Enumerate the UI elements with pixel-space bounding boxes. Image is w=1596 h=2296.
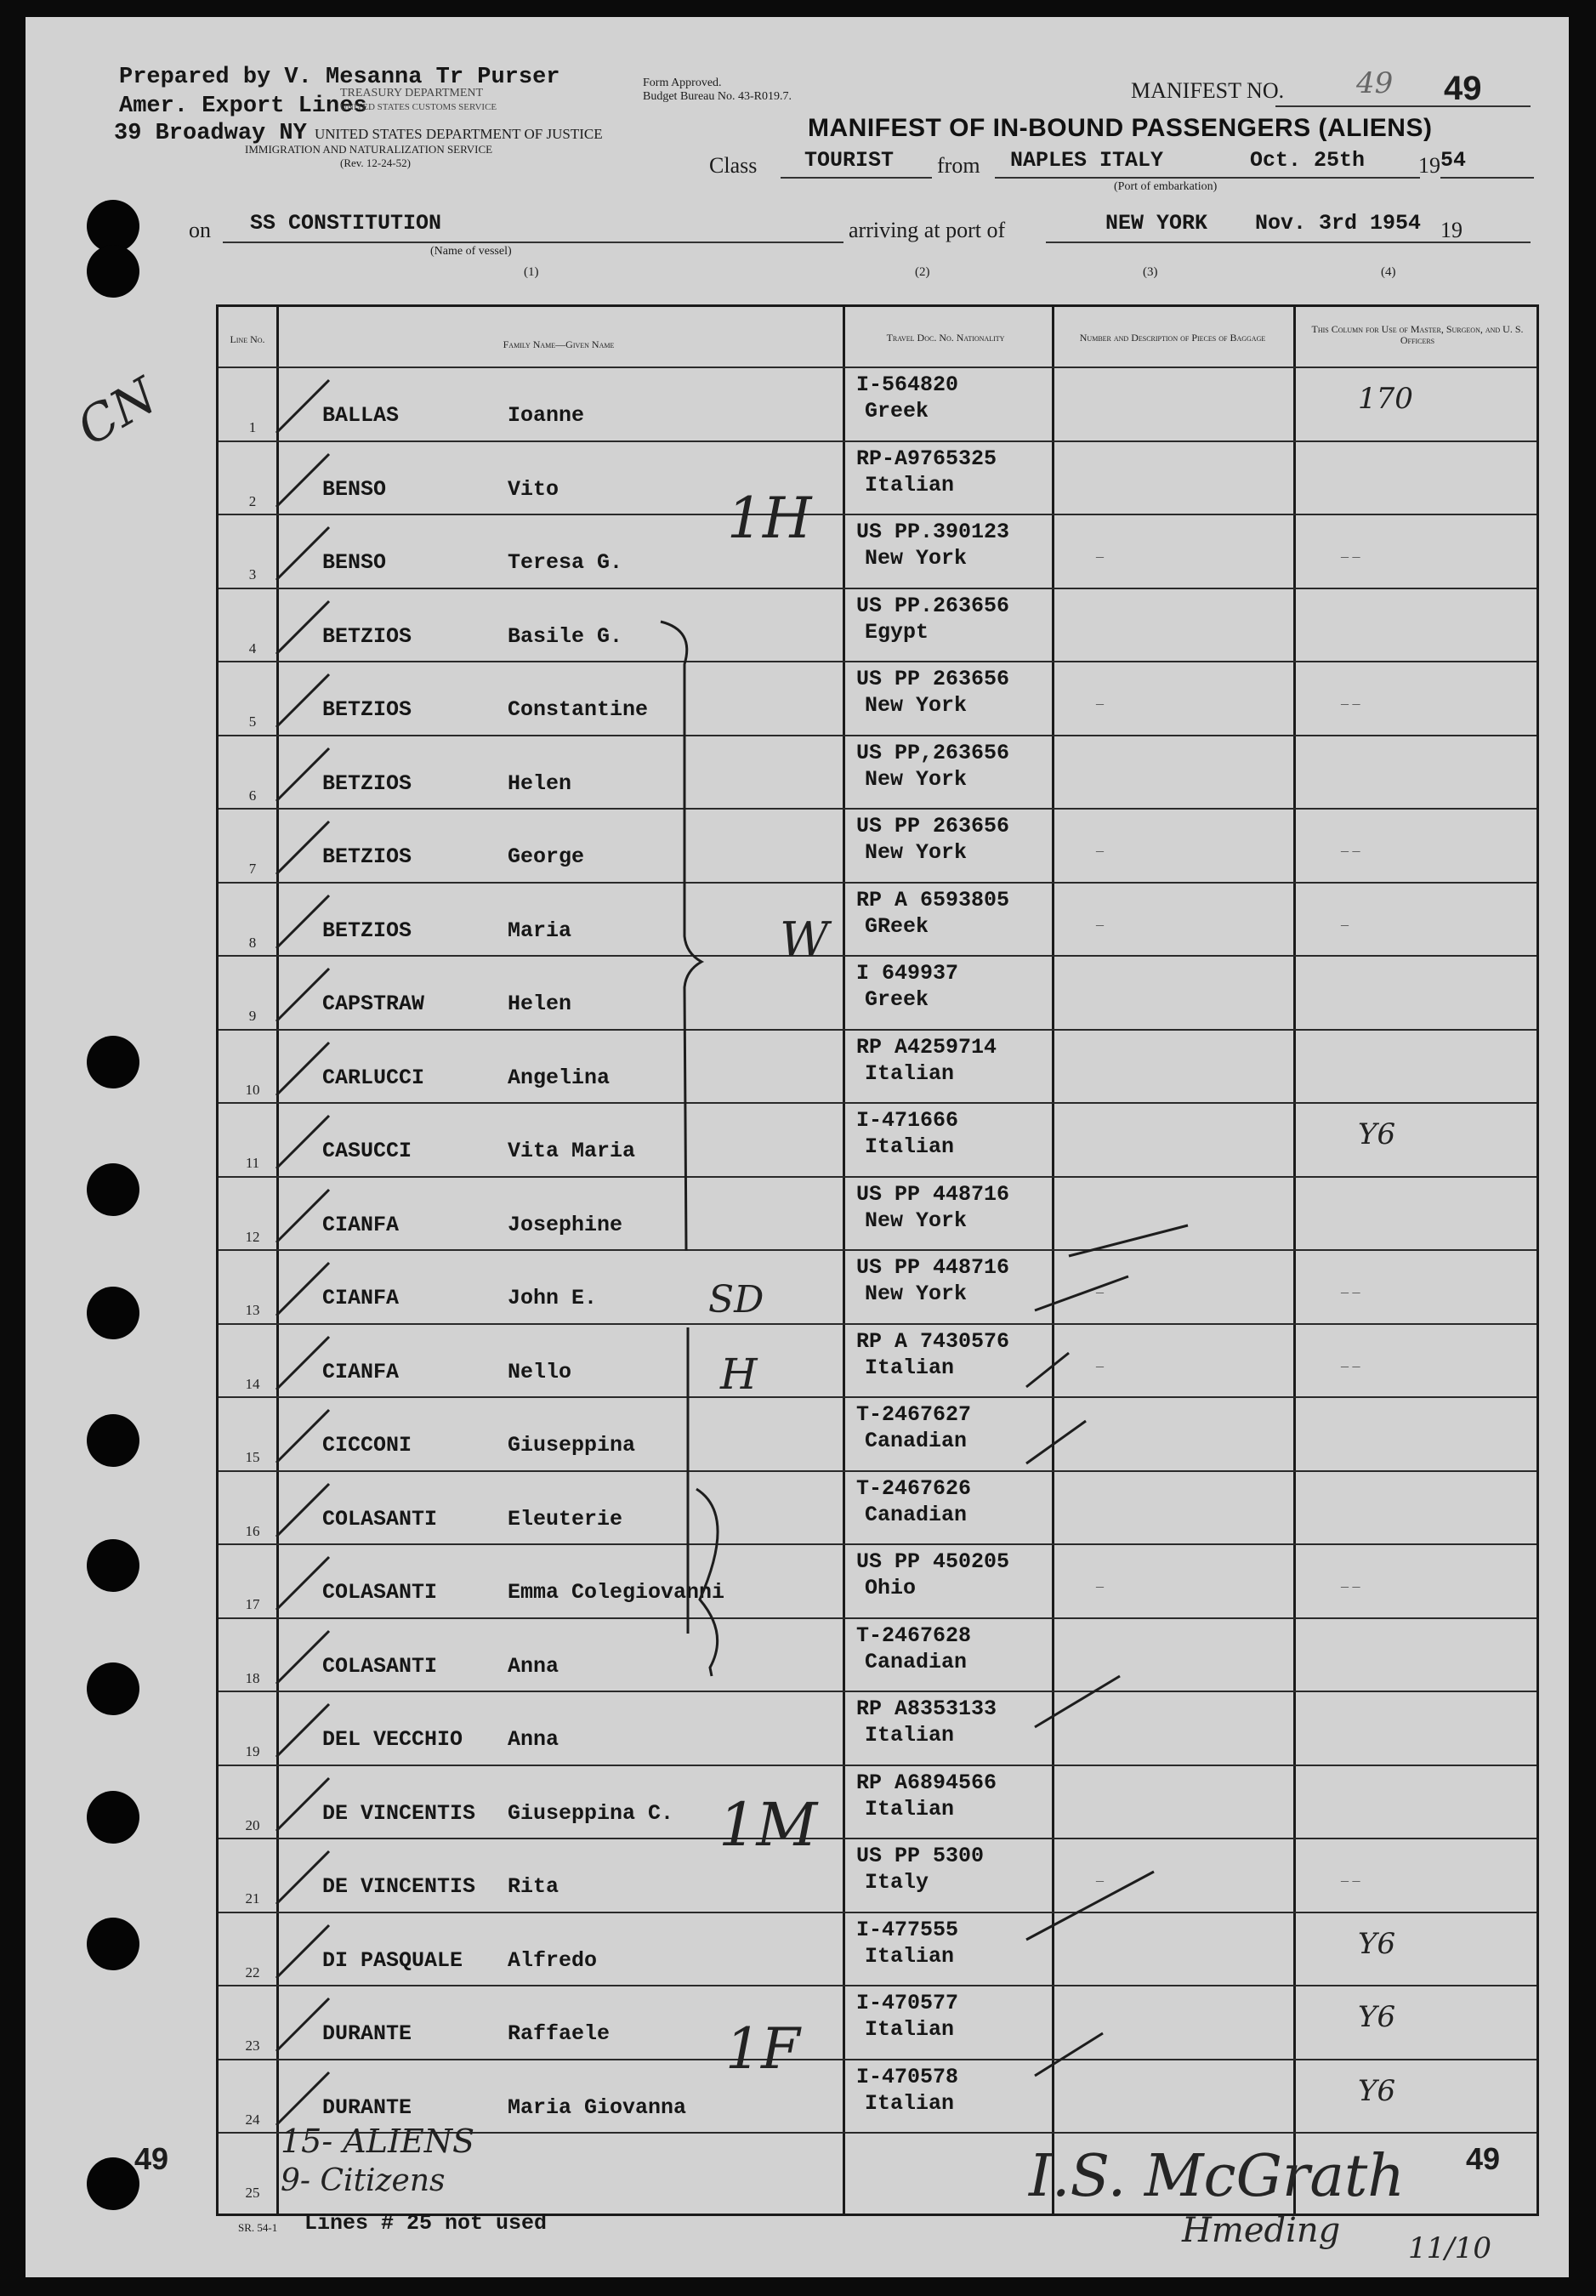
family-name: BALLAS (322, 403, 400, 428)
from-value: NAPLES ITALY (1010, 148, 1164, 173)
given-name: George (508, 844, 585, 869)
travel-doc-number: I-470577 (856, 1991, 959, 2015)
line-number: 17 (245, 1596, 260, 1612)
year-underline (1440, 177, 1534, 179)
family-name: DURANTE (322, 2094, 412, 2120)
line-number: 6 (248, 787, 257, 804)
travel-doc-number: RP A 7430576 (856, 1328, 1010, 1354)
family-name: CICCONI (322, 1433, 412, 1458)
line-number: 5 (248, 713, 257, 730)
family-name: DE VINCENTIS (322, 1874, 476, 1899)
line-number: 3 (248, 566, 257, 583)
vessel-underline (223, 242, 843, 243)
dept-justice: UNITED STATES DEPARTMENT OF JUSTICE (315, 126, 603, 142)
aliens-count: 15- ALIENS (281, 2123, 474, 2160)
family-name: COLASANTI (322, 1580, 438, 1605)
family-name: COLASANTI (322, 1653, 438, 1679)
nationality: Italian (865, 1355, 955, 1380)
line-number: 12 (245, 1228, 260, 1245)
given-name: Giuseppina (508, 1433, 636, 1458)
line-number: 24 (245, 2111, 260, 2128)
line-number: 13 (245, 1302, 260, 1318)
punch-hole (87, 1163, 139, 1216)
family-name: BENSO (322, 476, 387, 502)
officer-entry: – – (1341, 842, 1360, 859)
punch-hole (87, 1287, 139, 1339)
line-number: 23 (245, 2037, 260, 2054)
line-number: 22 (245, 1964, 260, 1981)
given-name: Vito (508, 476, 559, 502)
handwritten-marks (219, 307, 1536, 2214)
nationality: New York (865, 1208, 968, 1233)
nationality: Canadian (865, 1649, 968, 1674)
officer-signature: I.S. McGrath (1029, 2143, 1406, 2210)
line-number: 1 (248, 419, 257, 435)
nationality: New York (865, 766, 968, 792)
travel-doc-number: I-564820 (856, 372, 959, 397)
officer-entry: – – (1341, 1356, 1360, 1374)
arrival-port: NEW YORK (1105, 211, 1208, 236)
col-2-number: (2) (915, 265, 930, 279)
travel-doc-number: US PP 448716 (856, 1181, 1010, 1207)
header-line-no: Line No. (230, 333, 265, 345)
family-name: DI PASQUALE (322, 1947, 463, 1973)
ins-line: IMMIGRATION AND NATURALIZATION SERVICE (245, 143, 493, 156)
check-line (1026, 1353, 1069, 1387)
baggage-entry: – (1096, 1283, 1104, 1300)
vessel-name: SS CONSTITUTION (250, 211, 442, 236)
family-name: BETZIOS (322, 844, 412, 869)
preparer-line-3: 39 Broadway NY (114, 121, 307, 146)
family-name: CAPSTRAW (322, 992, 425, 1016)
baggage-entry: – (1096, 1356, 1104, 1374)
line-number: 25 (245, 2185, 260, 2201)
family-name: BETZIOS (322, 770, 412, 796)
given-name: Rita (508, 1874, 559, 1899)
family-name: BENSO (322, 550, 387, 575)
travel-doc-number: T-2467627 (856, 1402, 972, 1427)
line-number: 18 (245, 1669, 260, 1686)
travel-doc-number: I-470578 (856, 2064, 959, 2089)
punch-hole (87, 1918, 139, 1970)
travel-doc-number: US PP,263656 (856, 740, 1010, 765)
travel-doc-number: RP A4259714 (856, 1034, 997, 1060)
given-name: Maria Giovanna (508, 2094, 687, 2120)
arrival-year-prefix: 19 (1440, 218, 1463, 242)
family-name: BETZIOS (322, 623, 412, 649)
year-suffix: 54 (1440, 148, 1467, 173)
header-baggage: Number and Description of Pieces of Baggage (1079, 332, 1266, 344)
line-number: 11 (245, 1155, 260, 1171)
header-officers: This Column for Use of Master, Surgeon, and U. S. Officers (1311, 323, 1524, 346)
manifest-title: MANIFEST OF IN-BOUND PASSENGERS (ALIENS) (808, 114, 1433, 142)
travel-doc-number: RP A6894566 (856, 1770, 997, 1795)
line-number: 14 (245, 1375, 260, 1392)
family-name: DURANTE (322, 2021, 412, 2046)
officer-handwritten: Y6 (1358, 1926, 1396, 1961)
signature-subline: Hmeding (1182, 2211, 1341, 2250)
vessel-caption: (Name of vessel) (430, 245, 512, 258)
given-name: Giuseppina C. (508, 1800, 674, 1826)
nationality: Italian (865, 2090, 955, 2116)
line-number: 15 (245, 1449, 260, 1465)
nationality: New York (865, 1282, 968, 1306)
nationality: New York (865, 546, 968, 571)
line-number: 16 (245, 1522, 260, 1539)
punch-hole (87, 1662, 139, 1715)
travel-doc-number: US PP 263656 (856, 814, 1010, 838)
punch-hole (87, 1414, 139, 1467)
given-name: Angelina (508, 1065, 611, 1090)
line-number: 4 (248, 639, 257, 656)
rev-line: (Rev. 12-24-52) (340, 156, 411, 169)
family-name: CASUCCI (322, 1139, 412, 1163)
punch-hole (87, 245, 139, 298)
from-label: from (937, 153, 980, 178)
port-caption: (Port of embarkation) (1114, 180, 1218, 193)
header-travel-doc: Travel Doc. No. Nationality (886, 332, 1005, 344)
baggage-entry: – (1096, 842, 1104, 859)
signature-date: 11/10 (1408, 2231, 1491, 2265)
family-name: CIANFA (322, 1212, 400, 1237)
year-prefix: 19 (1418, 153, 1440, 178)
family-name: BETZIOS (322, 918, 412, 943)
baggage-entry: – (1096, 1577, 1104, 1594)
officer-entry: – (1341, 915, 1349, 933)
nationality: Italian (865, 1943, 955, 1969)
page-number-right: 49 (1466, 2141, 1501, 2176)
family-name: CARLUCCI (322, 1065, 425, 1090)
punch-hole (87, 1539, 139, 1592)
manifest-sheet (26, 17, 1569, 2277)
travel-doc-number: T-2467628 (856, 1623, 972, 1648)
manifest-number: 49 (1444, 70, 1482, 107)
given-name: Helen (508, 992, 572, 1016)
dept-treasury: TREASURY DEPARTMENT (340, 87, 484, 99)
officer-entry: – – (1341, 1283, 1360, 1300)
nationality: Italy (865, 1870, 929, 1895)
embark-date: Oct. 25th (1250, 148, 1366, 173)
officer-entry: – – (1341, 548, 1360, 565)
travel-doc-number: RP-A9765325 (856, 446, 997, 471)
nationality: New York (865, 693, 968, 718)
travel-doc-number: RP A 6593805 (856, 887, 1010, 912)
given-name: Maria (508, 918, 572, 943)
given-name: Teresa G. (508, 550, 623, 575)
given-name: Anna (508, 1653, 559, 1679)
officer-handwritten: Y6 (1358, 1117, 1396, 1151)
manifest-handwritten: 49 (1356, 66, 1394, 100)
officer-handwritten: 170 (1358, 382, 1413, 416)
on-label: on (189, 218, 211, 242)
line-number: 20 (245, 1816, 260, 1833)
travel-doc-number: US PP 5300 (856, 1844, 985, 1868)
from-underline (995, 177, 1420, 179)
travel-doc-number: RP A8353133 (856, 1696, 997, 1721)
bracket-mark (696, 1489, 718, 1676)
travel-doc-number: US PP 450205 (856, 1549, 1010, 1574)
arriving-label: arriving at port of (849, 218, 1006, 242)
nationality: New York (865, 840, 968, 865)
check-line (1026, 1872, 1154, 1940)
given-name: Vita Maria (508, 1139, 636, 1163)
group-mark-1f: 1F (725, 2016, 800, 2082)
given-name: Eleuterie (508, 1506, 623, 1532)
family-name: BETZIOS (322, 697, 412, 722)
check-line (1026, 1421, 1086, 1463)
class-label: Class (709, 153, 758, 178)
group-mark-1m: 1M (718, 1790, 818, 1860)
nationality: Italian (865, 2017, 955, 2042)
col-4-number: (4) (1381, 265, 1396, 279)
line-number: 2 (248, 492, 257, 509)
travel-doc-number: US PP 263656 (856, 667, 1010, 691)
given-name: Emma Colegiovanni (508, 1580, 725, 1605)
nationality: Canadian (865, 1429, 968, 1453)
punch-hole (87, 1036, 139, 1088)
margin-cn-mark: CN (67, 366, 167, 457)
check-line (1035, 2033, 1103, 2076)
baggage-entry: – (1096, 695, 1104, 712)
dept-customs: UNITED STATES CUSTOMS SERVICE (340, 102, 497, 112)
given-name: Nello (508, 1359, 572, 1384)
punch-hole (87, 1791, 139, 1844)
header-name: Family Name—Given Name (503, 338, 615, 350)
travel-doc-number: US PP 448716 (856, 1255, 1010, 1280)
baggage-entry: – (1096, 548, 1104, 565)
nationality: Canadian (865, 1502, 968, 1527)
bracket-mark (661, 622, 701, 1251)
family-name: CIANFA (322, 1286, 400, 1310)
check-line (1035, 1676, 1120, 1727)
punch-hole (87, 2157, 139, 2210)
nationality: Italian (865, 472, 955, 497)
family-name: COLASANTI (322, 1506, 438, 1532)
given-name: Alfredo (508, 1947, 598, 1973)
line-number: 10 (245, 1081, 260, 1098)
class-value: TOURIST (804, 148, 895, 173)
travel-doc-number: I-477555 (856, 1917, 959, 1942)
group-mark-w: W (780, 912, 829, 968)
line-number: 9 (248, 1008, 257, 1024)
travel-doc-number: I-471666 (856, 1108, 959, 1133)
given-name: Anna (508, 1727, 559, 1752)
line-number: 21 (245, 1890, 260, 1907)
officer-handwritten: Y6 (1358, 2073, 1396, 2108)
nationality: Ohio (865, 1576, 917, 1600)
line-number: 19 (245, 1743, 260, 1759)
given-name: Raffaele (508, 2021, 611, 2046)
officer-handwritten: Y6 (1358, 2000, 1396, 2034)
arrival-date: Nov. 3rd 1954 (1255, 211, 1422, 236)
given-name: Basile G. (508, 623, 623, 649)
nationality: Greek (865, 399, 929, 423)
line-number: 8 (248, 934, 257, 951)
page-number-left: 49 (134, 2141, 169, 2176)
check-line (1035, 1276, 1128, 1310)
officer-entry: – – (1341, 1872, 1360, 1889)
preparer-line-2: Amer. Export Lines (119, 94, 367, 119)
travel-doc-number: US PP.390123 (856, 520, 1010, 544)
family-name: DE VINCENTIS (322, 1800, 476, 1826)
travel-doc-number: I 649937 (856, 961, 959, 986)
baggage-entry: – (1096, 1872, 1104, 1889)
travel-doc-number: T-2467626 (856, 1475, 972, 1501)
budget-bureau: Budget Bureau No. 43-R019.7. (643, 90, 792, 103)
manifest-underline (1275, 105, 1531, 107)
nationality: Italian (865, 1060, 955, 1086)
nationality: Italian (865, 1134, 955, 1159)
group-mark-1h: 1H (727, 486, 812, 551)
lines-not-used-note: Lines # 25 not used (304, 2211, 548, 2236)
family-name: DEL VECCHIO (322, 1727, 463, 1752)
officer-entry: – – (1341, 695, 1360, 712)
form-approved: Form Approved. (643, 77, 722, 89)
citizens-count: 9- Citizens (281, 2163, 446, 2198)
nationality: Greek (865, 987, 929, 1012)
preparer-line-1: Prepared by V. Mesanna Tr Purser (119, 65, 560, 90)
officer-entry: – – (1341, 1577, 1360, 1594)
group-mark-h: H (720, 1350, 758, 1399)
given-name: Josephine (508, 1212, 623, 1237)
travel-doc-number: US PP.263656 (856, 593, 1010, 618)
family-name: CIANFA (322, 1359, 400, 1384)
form-code: SR. 54-1 (238, 2221, 278, 2234)
check-line (1069, 1225, 1188, 1256)
passenger-table (216, 304, 1539, 2216)
nationality: Italian (865, 1796, 955, 1821)
col-1-number: (1) (524, 265, 539, 279)
manifest-label: MANIFEST NO. (1131, 78, 1285, 103)
group-mark-sd: SD (708, 1278, 764, 1321)
nationality: GReek (865, 913, 929, 939)
arrival-underline (1046, 242, 1531, 243)
nationality: Italian (865, 1723, 955, 1748)
given-name: Helen (508, 770, 572, 796)
given-name: Constantine (508, 697, 649, 722)
given-name: Ioanne (508, 403, 585, 428)
col-3-number: (3) (1143, 265, 1158, 279)
class-underline (781, 177, 932, 179)
nationality: Egypt (865, 619, 929, 645)
line-number: 7 (248, 861, 257, 877)
baggage-entry: – (1096, 915, 1104, 933)
given-name: John E. (508, 1286, 598, 1310)
